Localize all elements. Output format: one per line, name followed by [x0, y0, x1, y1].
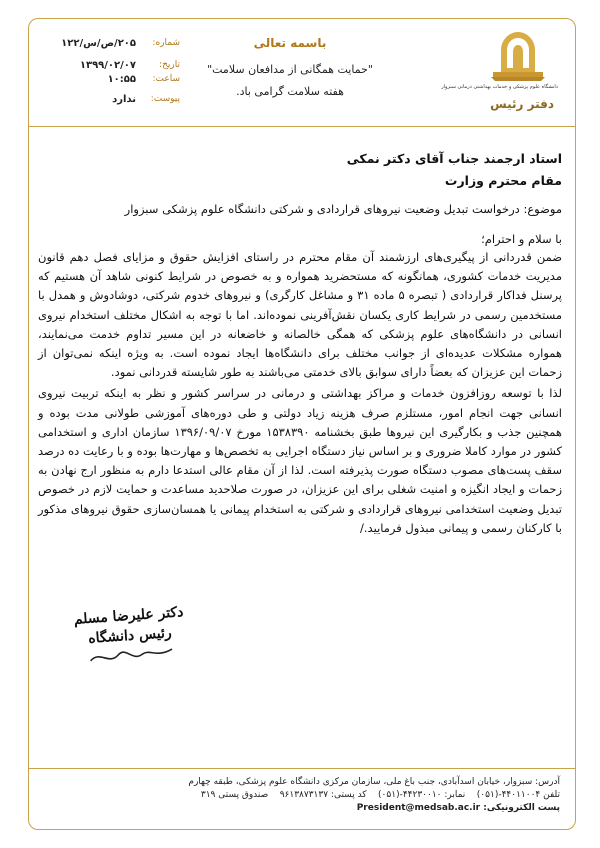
signature-block — [58, 601, 202, 671]
time-label: ساعت: — [152, 74, 180, 84]
attachment-label: پیوست: — [150, 94, 180, 104]
health-week-text: هفته سلامت گرامی باد. — [236, 85, 344, 98]
university-emblem-icon — [487, 28, 549, 82]
footer-divider — [28, 768, 576, 769]
addressee-name: استاد ارجمند جناب آقای دکتر نمکی — [346, 151, 562, 166]
meta-attachment-row — [40, 94, 180, 108]
letter-greeting: با سلام و احترام؛ — [481, 232, 562, 246]
date-label: تاریخ: — [159, 60, 180, 70]
letter-paragraph-2: لذا با توسعه روزافزون خدمات و مراکز بهداشتی و درمانی در سراسر کشور و نظر به اینکه تربیت نیروی انسانی جهت انجام امور، مستلزم صرف هزینه زیاد دولتی و طی دوره‌های آموزشی طولانی مدت بوده و همچنین جذب و بکارگیری این نیروها طبق بخشنامه ۱۵۳۸۳۹۰ مورخ ۱۳۹۶/۰۹/۰۷ سازمان اداری و استخدامی کشور در موارد کاملا ضروری و بر اساس نیاز دستگاه اجرایی به تخصص‌ها و مهارت‌ها بوده و با رعایت ده درصد سقف پست‌های مصوب دستگاه صورت پذیرفته است. لذا از آن مقام عالی استدعا دارم به منظور ارج نهادن به زحمات و ایجاد انگیزه و امنیت شغلی برای این عزیزان، در صورت صلاحدید مساعدت و حمایت لازم در خصوص تبدیل وضعیت استخدامی نیروهای قراردادی و شرکتی به استخدام پیمانی یا همسان‌سازی حقوق نیروهای مذکور با کارکنان رسمی و پیمانی مبذول فرمایید./ — [38, 386, 563, 535]
office-title: دفتر رئیس — [490, 97, 554, 111]
date-value: ۱۳۹۹/۰۲/۰۷ — [79, 60, 136, 71]
footer-po-box: صندوق پستی ۳۱۹ — [200, 790, 269, 800]
meta-number-row — [40, 38, 180, 52]
university-logo — [441, 28, 558, 108]
letter-footer — [40, 776, 560, 815]
letter-meta — [40, 38, 180, 108]
footer-fax: نمابر: ۴۴۲۳۰۰۱۰-(۰۵۱) — [378, 790, 466, 800]
time-value: ۱۰:۵۵ — [107, 74, 136, 85]
meta-time-row — [40, 74, 180, 88]
university-name: دانشگاه علوم پزشکی و خدمات بهداشتی درمانی سبزوار — [441, 84, 558, 90]
letter-body — [38, 148, 562, 538]
addressee-title: مقام محترم وزارت — [444, 173, 562, 188]
header-divider — [28, 126, 576, 127]
attachment-value: ندارد — [112, 94, 136, 105]
footer-phone: تلفن ۴۴۰۱۱۰۰۴-(۰۵۱) — [476, 790, 560, 800]
footer-postal-code: کد پستی: ۹۶۱۳۸۷۳۱۳۷ — [279, 790, 367, 800]
footer-address: آدرس: سبزوار، خیابان اسدآبادی، جنب باغ ملی، سازمان مرکزی دانشگاه علوم پزشکی، طبقه چهارم — [188, 777, 560, 787]
number-label: شماره: — [152, 38, 180, 48]
signer-name: دکتر علیرضا مسلم — [73, 604, 184, 628]
footer-email[interactable]: پست الکترونیکی: President@medsab.ac.ir — [356, 803, 560, 813]
number-value: ۲۰۵/ص/س/۱۲۲ — [61, 38, 136, 49]
footer-contact-row — [40, 789, 560, 802]
signer-title: رئیس دانشگاه — [87, 625, 173, 647]
bismillah-heading: باسمه تعالی — [253, 36, 327, 50]
slogan-text: "حمایت همگانی از مدافعان سلامت" — [207, 63, 373, 76]
meta-date-row — [40, 60, 180, 74]
letter-subject: موضوع: درخواست تبدیل وضعیت نیروهای قراردادی و شرکتی دانشگاه علوم پزشکی سبزوار — [124, 202, 562, 216]
letter-paragraph-1: ضمن قدردانی از پیگیری‌های ارزشمند آن مقام محترم در راستای افزایش حقوق و مزایای فصل دهم قانون مدیریت خدمات کشوری، همانگونه که مستحضرید همواره و به خصوص در شرایط کنونی شاهد آن هستیم که پرسنل فداکار قراردادی ( تبصره ۵ ماده ۳۱ و مشاغل کارگری) و نیروهای خدوم شرکتی، دوشادوش و همدل با مستخدمین رسمی در شرایط کاری یکسان نقش‌آفرینی نموده‌اند. اما با توجه به اشکال مختلف استخدام نیروی انسانی در دانشگاه‌های علوم پزشکی که همگی خالصانه و خاضعانه در این مسیر تداوم خدمت می‌نمایند، همواره مشکلات عدیده‌ای از جوانب مختلف برای دانشگاه‌ها ایجاد نموده است. به ویژه اینکه نمی‌توان از زحمات این عزیزان که بعضاً دارای سوابق بالای خدمتی می‌باشند به طور شایسته قدردانی نمود. — [38, 250, 563, 380]
